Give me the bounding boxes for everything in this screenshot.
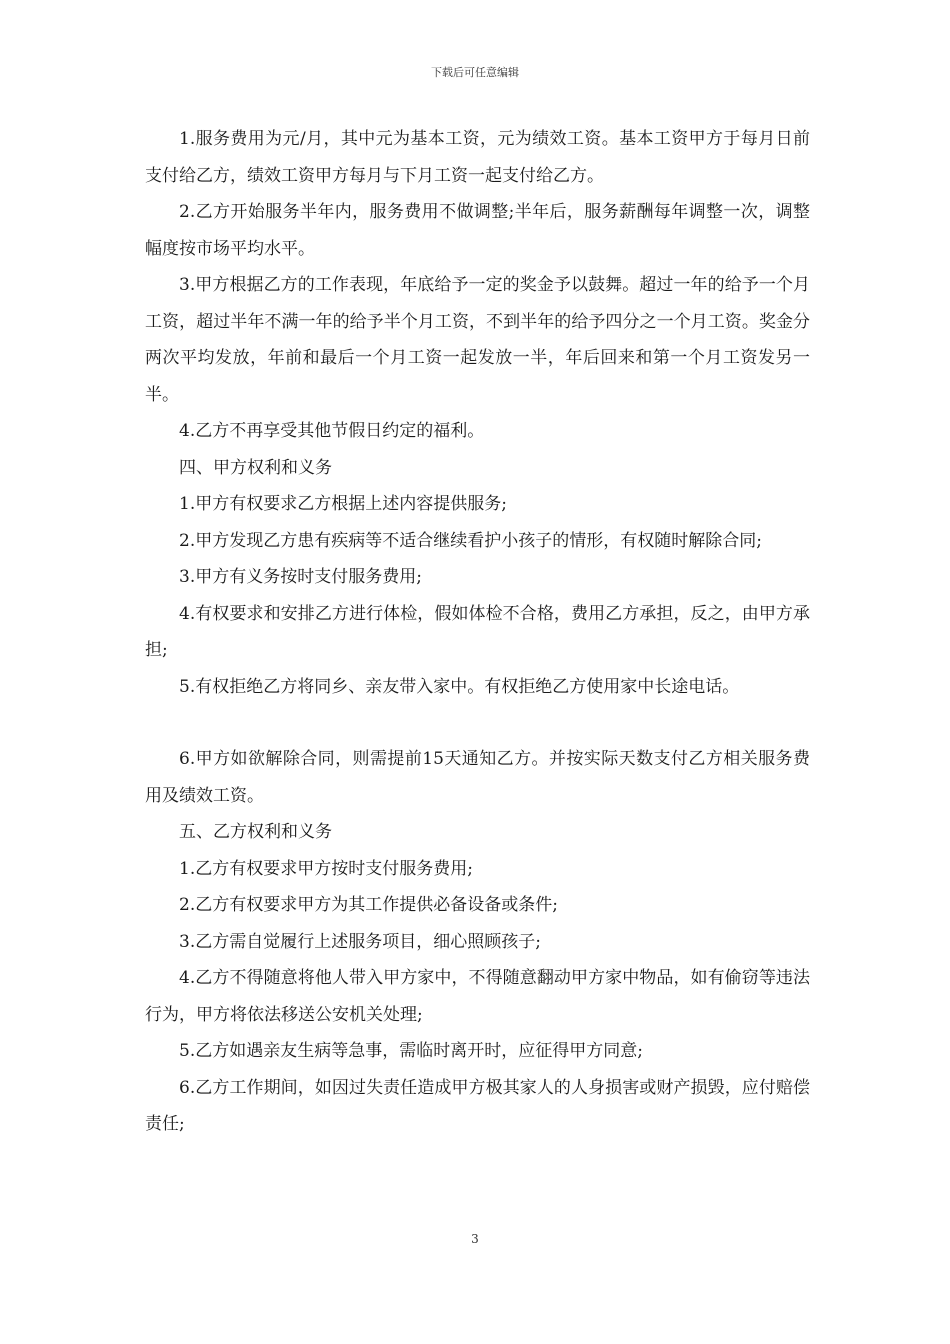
paragraph: 4.乙方不再享受其他节假日约定的福利。 bbox=[179, 421, 485, 441]
page-header: 下载后可任意编辑 bbox=[431, 66, 519, 79]
document-body bbox=[145, 121, 810, 1143]
paragraph: 5.乙方如遇亲友生病等急事，需临时离开时，应征得甲方同意; bbox=[179, 1041, 643, 1061]
section-heading: 四、甲方权利和义务 bbox=[179, 457, 332, 478]
paragraph: 2.甲方发现乙方患有疾病等不适合继续看护小孩子的情形，有权随时解除合同; bbox=[179, 530, 762, 551]
paragraph: 3.甲方有义务按时支付服务费用; bbox=[179, 567, 422, 587]
paragraph: 4.乙方不得随意将他人带入甲方家中，不得随意翻动甲方家中物品，如有偷窃等违法行为，甲方将依法移送公安机关处理; bbox=[145, 968, 810, 1025]
paragraph: 3.甲方根据乙方的工作表现，年底给予一定的奖金予以鼓舞。超过一年的给予一个月工资，超过半年不满一年的给予半个月工资，不到半年的给予四分之一个月工资。奖金分两次平均发放，年前和最后一个月工资一起发放一半，年后回来和第一个月工资发另一半。 bbox=[145, 275, 810, 405]
paragraph: 5.有权拒绝乙方将同乡、亲友带入家中。有权拒绝乙方使用家中长途电话。 bbox=[179, 676, 740, 697]
paragraph: 6.甲方如欲解除合同，则需提前15天通知乙方。并按实际天数支付乙方相关服务费用及绩效工资。 bbox=[145, 749, 810, 806]
paragraph: 3.乙方需自觉履行上述服务项目，细心照顾孩子; bbox=[179, 931, 541, 952]
section-heading: 五、乙方权利和义务 bbox=[179, 822, 332, 842]
paragraph: 2.乙方有权要求甲方为其工作提供必备设备或条件; bbox=[179, 895, 558, 915]
paragraph: 1.服务费用为元/月，其中元为基本工资，元为绩效工资。基本工资甲方于每月日前支付给乙方，绩效工资甲方每月与下月工资一起支付给乙方。 bbox=[145, 129, 810, 186]
paragraph: 1.甲方有权要求乙方根据上述内容提供服务; bbox=[179, 494, 507, 514]
page-number: 3 bbox=[471, 1232, 479, 1246]
paragraph: 2.乙方开始服务半年内，服务费用不做调整;半年后，服务薪酬每年调整一次，调整幅度按市场平均水平。 bbox=[145, 202, 810, 259]
paragraph: 1.乙方有权要求甲方按时支付服务费用; bbox=[179, 858, 473, 879]
paragraph: 6.乙方工作期间，如因过失责任造成甲方极其家人的人身损害或财产损毁，应付赔偿责任; bbox=[145, 1077, 810, 1134]
paragraph: 4.有权要求和安排乙方进行体检，假如体检不合格，费用乙方承担，反之，由甲方承担; bbox=[145, 603, 810, 660]
